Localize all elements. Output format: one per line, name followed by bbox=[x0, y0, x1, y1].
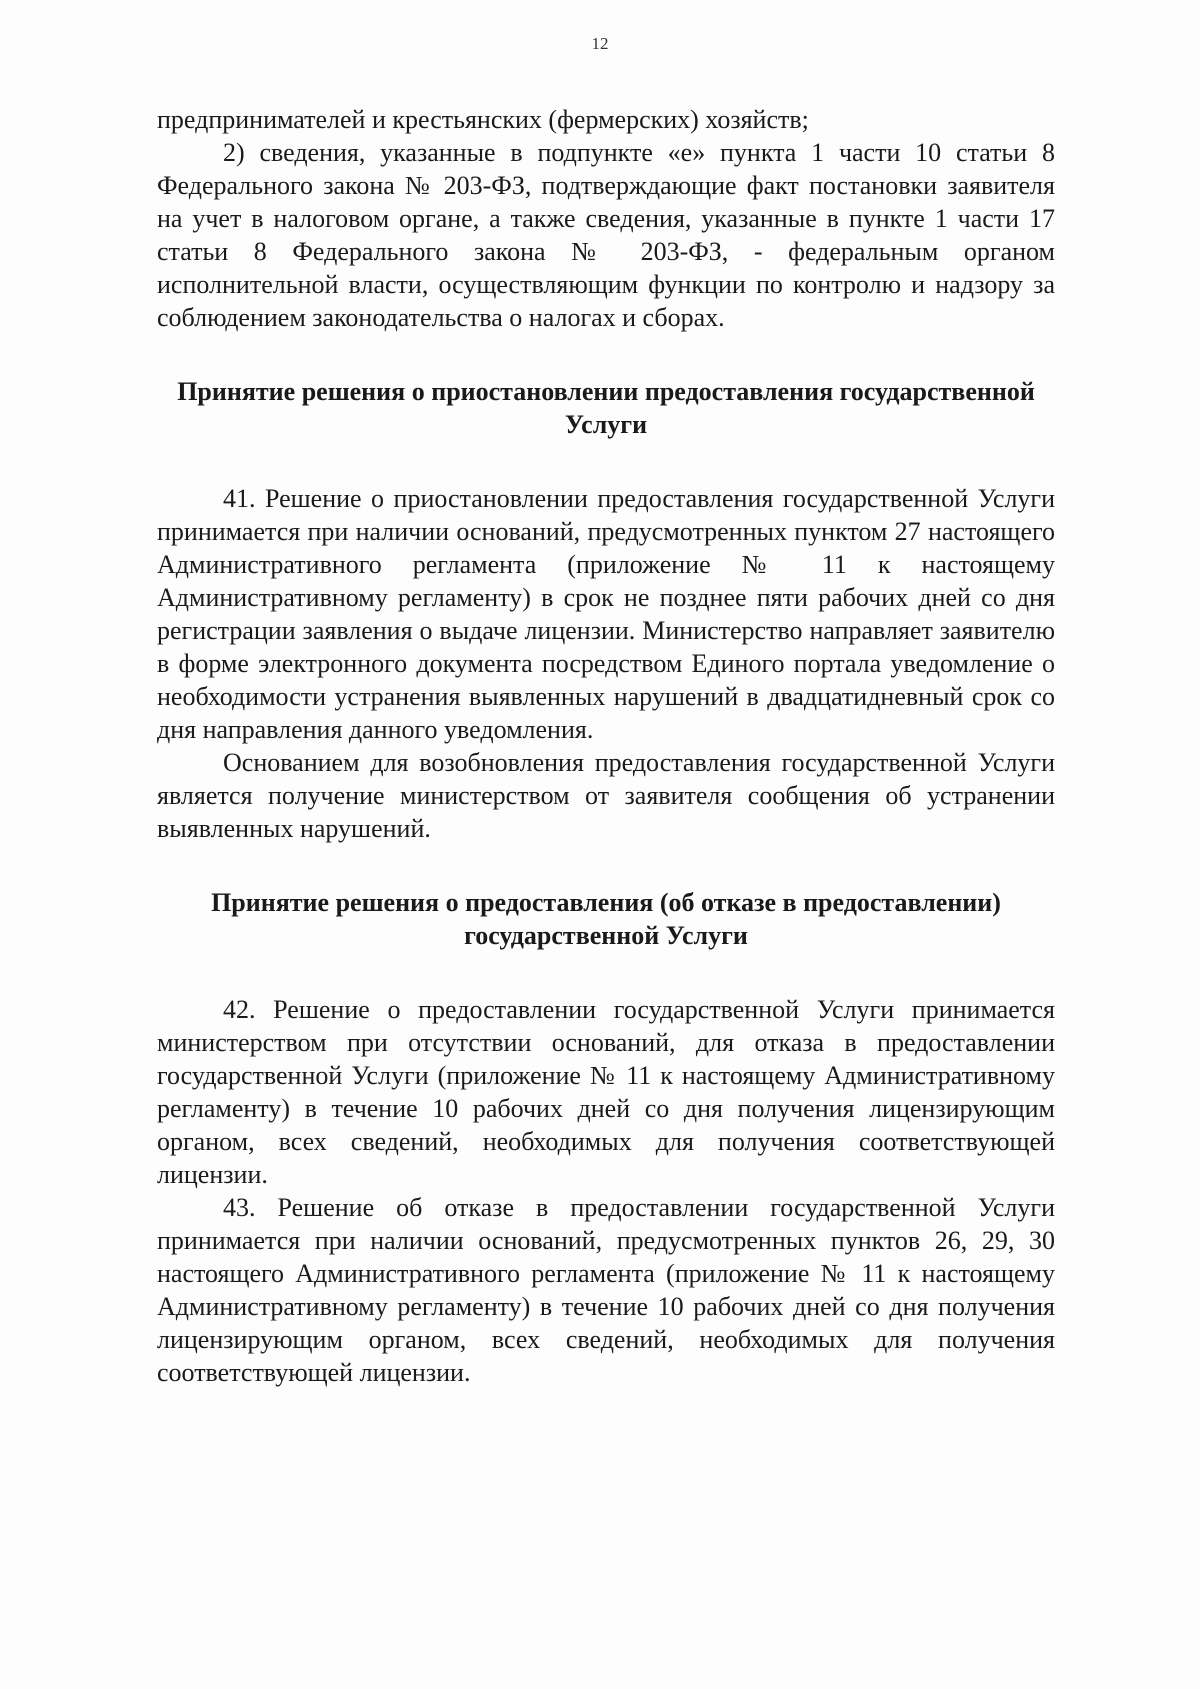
section-heading-suspension-line2: Услуги bbox=[564, 410, 648, 439]
paragraph-intro-continuation: предпринимателей и крестьянских (фермерских) хозяйств; bbox=[157, 105, 809, 134]
section-heading-decision-line2: государственной Услуги bbox=[464, 921, 748, 950]
paragraph-41-resumption: Основанием для возобновления предоставления государственной Услуги является получение министерством от заявителя сообщения об устранении выявленных нарушений. bbox=[157, 748, 1055, 843]
page-number: 12 bbox=[591, 34, 609, 53]
paragraph-item-2: 2) сведения, указанные в подпункте «е» пункта 1 части 10 статьи 8 Федерального закона № 203-ФЗ, подтверждающие факт постановки заявителя на учет в налоговом органе, а также сведения, указанные в пункте 1 части 17 статьи 8 Федерального закона № 203-ФЗ, - федеральным органом исполнительной власти, осуществляющим функции по контролю и надзору за соблюдением законодательства о налогах и сборах. bbox=[157, 138, 1055, 332]
paragraph-41: 41. Решение о приостановлении предоставления государственной Услуги принимается при наличии оснований, предусмотренных пунктом 27 настоящего Административного регламента (приложение № 11 к настоящему Административному регламенту) в срок не позднее пяти рабочих дней со дня регистрации заявления о выдаче лицензии. Министерство направляет заявителю в форме электронного документа посредством Единого портала уведомление о необходимости устранения выявленных нарушений в двадцатидневный срок со дня направления данного уведомления. bbox=[157, 484, 1055, 744]
section-heading-suspension bbox=[157, 375, 1055, 441]
document-body bbox=[157, 103, 1055, 1389]
section-heading-decision bbox=[157, 886, 1055, 952]
section-heading-suspension-line1: Принятие решения о приостановлении предоставления государственной bbox=[177, 377, 1035, 406]
paragraph-43: 43. Решение об отказе в предоставлении государственной Услуги принимается при наличии оснований, предусмотренных пунктов 26, 29, 30 настоящего Административного регламента (приложение № 11 к настоящему Административному регламенту) в течение 10 рабочих дней со дня получения лицензирующим органом, всех сведений, необходимых для получения соответствующей лицензии. bbox=[157, 1193, 1055, 1387]
paragraph-42: 42. Решение о предоставлении государственной Услуги принимается министерством при отсутствии оснований, для отказа в предоставлении государственной Услуги (приложение № 11 к настоящему Административному регламенту) в течение 10 рабочих дней со дня получения лицензирующим органом, всех сведений, необходимых для получения соответствующей лицензии. bbox=[157, 995, 1055, 1189]
section-heading-decision-line1: Принятие решения о предоставления (об отказе в предоставлении) bbox=[211, 888, 1001, 917]
